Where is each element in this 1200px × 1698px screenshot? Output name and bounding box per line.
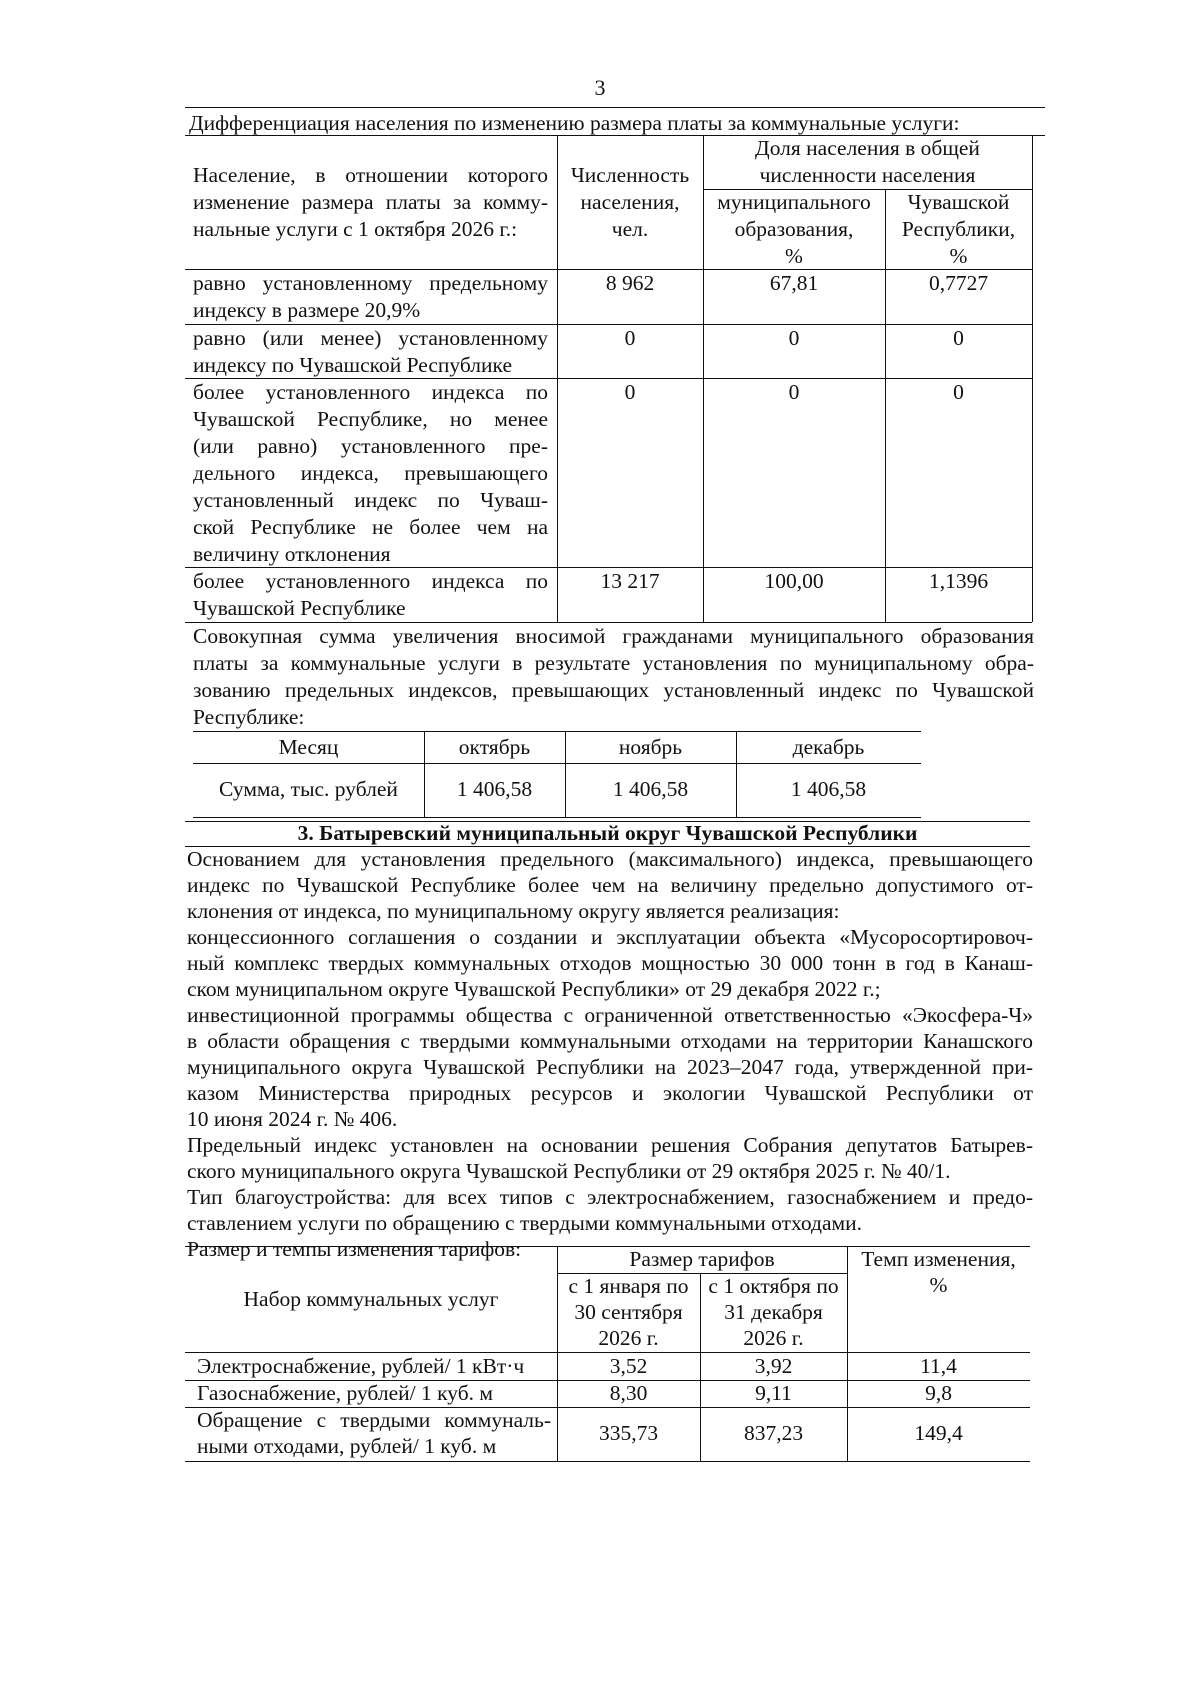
tariff-rate: 149,4 bbox=[914, 1421, 963, 1445]
section-para-line: ный комплекс твердых коммунальных отходов мощностью 30 000 тонн в год в Канаш- bbox=[187, 951, 1033, 975]
section-para-line: 10 июня 2024 г. № 406. bbox=[187, 1107, 398, 1131]
col-period2-line: 31 декабря bbox=[724, 1300, 823, 1324]
row-muni: 0 bbox=[788, 380, 800, 404]
row-text-line: дельного индекса, превышающего bbox=[193, 461, 548, 485]
tariff-p2: 837,23 bbox=[743, 1421, 804, 1445]
tariff-rate: 9,8 bbox=[925, 1381, 952, 1405]
section-para-line: Тип благоустройства: для всех типов с электроснабжением, газоснабжением и предо- bbox=[187, 1185, 1033, 1209]
header-count-line: населения, bbox=[580, 190, 680, 214]
row-text-line: Чувашской Республике bbox=[193, 596, 406, 620]
row-chuv: 0,7727 bbox=[928, 271, 989, 295]
row-text-line: более установленного индекса по bbox=[193, 380, 548, 404]
section-para-line: муниципального округа Чувашской Республики на 2023–2047 года, утвержденной при- bbox=[187, 1055, 1033, 1079]
header-chuv-line: Чувашской bbox=[907, 190, 1010, 214]
section-para-line: клонения от индекса, по муниципальному округу является реализация: bbox=[187, 899, 840, 923]
col-period1-line: 2026 г. bbox=[598, 1326, 659, 1350]
month-cell: декабрь bbox=[792, 735, 865, 759]
section-heading: 3. Батыревский муниципальный округ Чувашской Республики bbox=[297, 821, 918, 845]
section-para-line: ского муниципального округа Чувашской Республики от 29 октября 2025 г. № 40/1. bbox=[187, 1159, 951, 1183]
col-size-header: Размер тарифов bbox=[629, 1247, 775, 1271]
total-para-line: Совокупная сумма увеличения вносимой гражданами муниципального образования bbox=[193, 624, 1034, 648]
row-chuv: 1,1396 bbox=[928, 569, 989, 593]
sum-cell: 1 406,58 bbox=[456, 777, 533, 801]
row-text-line: ской Республике не более чем на bbox=[193, 515, 548, 539]
col-period1-line: с 1 января по bbox=[568, 1274, 689, 1298]
header-share-line: численности населения bbox=[759, 163, 976, 187]
row-text-line: (или равно) установленного пре- bbox=[193, 434, 548, 458]
tariff-service: Обращение с твердыми коммуналь- bbox=[197, 1408, 551, 1432]
col-services-header: Набор коммунальных услуг bbox=[243, 1287, 499, 1311]
tariff-rate: 11,4 bbox=[920, 1354, 957, 1378]
header-share-line: Доля населения в общей bbox=[755, 136, 980, 160]
section-para-line: инвестиционной программы общества с ограниченной ответственностью «Экосфера-Ч» bbox=[187, 1003, 1033, 1027]
header-population-line: изменение размера платы за комму- bbox=[193, 190, 548, 214]
total-para-line: зованию предельных индексов, превышающих установленный индекс по Чувашской bbox=[193, 678, 1034, 702]
header-population-line: Население, в отношении которого bbox=[193, 163, 548, 187]
col-period2-line: 2026 г. bbox=[743, 1326, 804, 1350]
header-count-line: чел. bbox=[611, 217, 649, 241]
tariff-p2: 3,92 bbox=[754, 1354, 793, 1378]
header-count-line: Численность bbox=[570, 163, 690, 187]
row-text-line: Чувашской Республике, но менее bbox=[193, 407, 548, 431]
row-muni: 67,81 bbox=[769, 271, 819, 295]
col-period2-line: с 1 октября по bbox=[708, 1274, 839, 1298]
month-cell: ноябрь bbox=[618, 735, 683, 759]
row-chuv: 0 bbox=[953, 326, 964, 350]
tariff-p1: 3,52 bbox=[609, 1354, 648, 1378]
top-rule bbox=[185, 107, 1045, 108]
diff-caption: Дифференциация населения по изменению размера платы за коммунальные услуги: bbox=[189, 111, 960, 135]
section-para-line: в области обращения с твердыми коммунальными отходами на территории Канашского bbox=[187, 1029, 1033, 1053]
tariff-p2: 9,11 bbox=[755, 1381, 792, 1405]
header-muni-line: % bbox=[785, 244, 803, 268]
header-chuv-line: Республики, bbox=[901, 217, 1016, 241]
tariff-p1: 335,73 bbox=[598, 1421, 659, 1445]
month-label: Месяц bbox=[278, 735, 339, 759]
tariff-p1: 8,30 bbox=[609, 1381, 648, 1405]
header-muni-line: муниципального bbox=[717, 190, 871, 214]
row-count: 13 217 bbox=[600, 569, 660, 593]
sum-label: Сумма, тыс. рублей bbox=[219, 777, 398, 801]
row-text-line: равно (или менее) установленному bbox=[193, 326, 548, 350]
month-cell: октябрь bbox=[458, 735, 531, 759]
row-text-line: индексу в размере 20,9% bbox=[193, 298, 421, 322]
sum-cell: 1 406,58 bbox=[790, 777, 867, 801]
row-count: 8 962 bbox=[605, 271, 655, 295]
row-count: 0 bbox=[624, 380, 636, 404]
header-chuv-line: % bbox=[949, 244, 968, 268]
row-text-line: индексу по Чувашской Республике bbox=[193, 353, 512, 377]
col-period1-line: 30 сентября bbox=[574, 1300, 683, 1324]
tariff-service: ными отходами, рублей/ 1 куб. м bbox=[197, 1434, 497, 1458]
tariff-service: Газоснабжение, рублей/ 1 куб. м bbox=[197, 1381, 493, 1405]
row-text-line: равно установленному предельному bbox=[193, 271, 548, 295]
section-para-line: индекс по Чувашской Республике более чем на величину предельно допустимого от- bbox=[187, 873, 1033, 897]
section-para-line: Размер и темпы изменения тарифов: bbox=[187, 1237, 522, 1261]
row-chuv: 0 bbox=[953, 380, 964, 404]
row-text-line: более установленного индекса по bbox=[193, 569, 548, 593]
section-para-line: ском муниципальном округе Чувашской Республики» от 29 декабря 2022 г.; bbox=[187, 977, 881, 1001]
sum-cell: 1 406,58 bbox=[612, 777, 689, 801]
row-text-line: установленный индекс по Чуваш- bbox=[193, 488, 548, 512]
section-para-line: Предельный индекс установлен на основании решения Собрания депутатов Батырев- bbox=[187, 1133, 1033, 1157]
tariff-service: Электроснабжение, рублей/ 1 кВт·ч bbox=[197, 1354, 525, 1378]
header-muni-line: образования, bbox=[734, 217, 854, 241]
row-text-line: величину отклонения bbox=[193, 542, 391, 566]
page-number: 3 bbox=[594, 75, 606, 100]
total-para-line: Республике: bbox=[193, 705, 305, 729]
row-muni: 0 bbox=[788, 326, 800, 350]
section-para-line: концессионного соглашения о создании и эксплуатации объекта «Мусоросортировоч- bbox=[187, 925, 1033, 949]
col-rate-line: % bbox=[929, 1273, 948, 1297]
header-population-line: нальные услуги с 1 октября 2026 г.: bbox=[193, 217, 518, 241]
row-count: 0 bbox=[624, 326, 636, 350]
section-para-line: Основанием для установления предельного (максимального) индекса, превышающего bbox=[187, 847, 1033, 871]
section-para-line: казом Министерства природных ресурсов и экологии Чувашской Республики от bbox=[187, 1081, 1033, 1105]
row-muni: 100,00 bbox=[764, 569, 824, 593]
section-para-line: ставлением услуги по обращению с твердыми коммунальными отходами. bbox=[187, 1211, 863, 1235]
total-para-line: платы за коммунальные услуги в результате установления по муниципальному обра- bbox=[193, 651, 1034, 675]
col-rate-line: Темп изменения, bbox=[861, 1247, 1016, 1271]
